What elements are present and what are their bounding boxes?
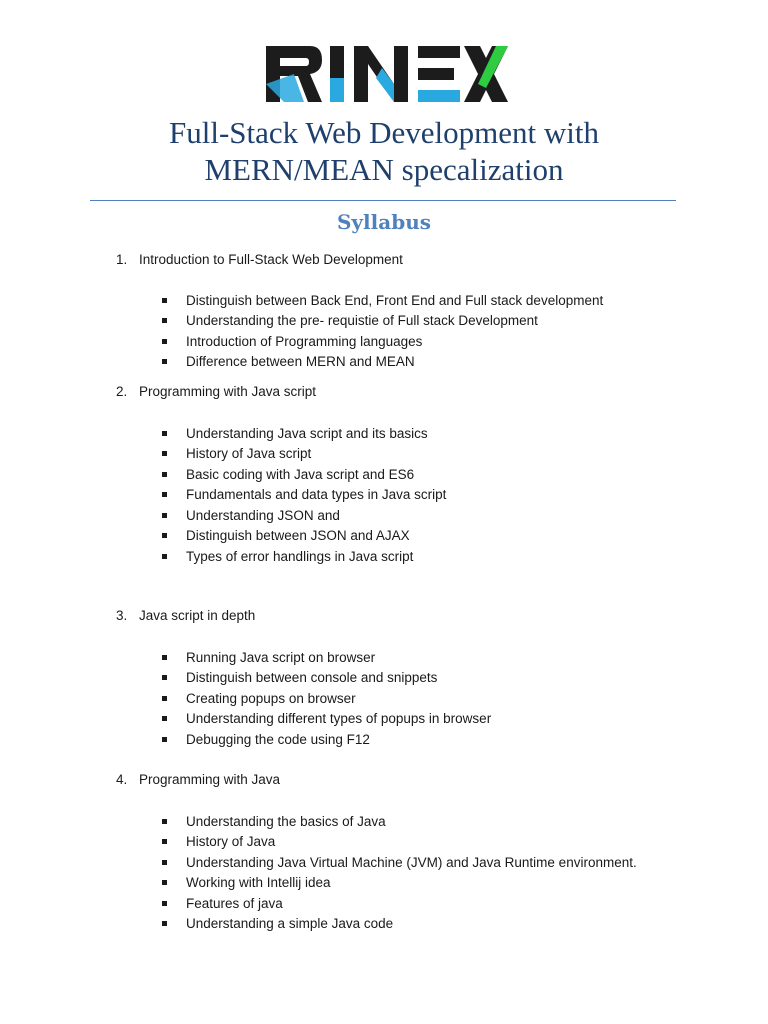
list-item-label: Difference between MERN and MEAN bbox=[186, 354, 415, 370]
list-item-label: Understanding Java script and its basics bbox=[186, 425, 428, 441]
section-number: 2. bbox=[116, 384, 128, 399]
list-item-label: Running Java script on browser bbox=[186, 649, 376, 665]
bullet-icon bbox=[162, 696, 167, 701]
document-title bbox=[0, 114, 768, 188]
syllabus-section bbox=[0, 606, 768, 770]
title-divider bbox=[90, 200, 676, 201]
bullet-icon bbox=[162, 513, 167, 518]
list-item bbox=[0, 648, 768, 669]
list-item-label: History of Java bbox=[186, 834, 276, 850]
bullet-icon bbox=[162, 839, 167, 844]
list-item-label: Understanding a simple Java code bbox=[186, 916, 394, 932]
section-number: 1. bbox=[116, 252, 128, 267]
list-item bbox=[0, 291, 768, 312]
section-heading bbox=[0, 606, 768, 626]
list-item-label: Distinguish between console and snippets bbox=[186, 670, 438, 686]
bullet-icon bbox=[162, 318, 167, 323]
list-item-label: Understanding the basics of Java bbox=[186, 813, 386, 829]
list-item bbox=[0, 730, 768, 751]
title-line: MERN/MEAN specalization bbox=[204, 152, 564, 187]
list-item-label: Understanding different types of popups in browser bbox=[186, 711, 492, 727]
bullet-icon bbox=[162, 431, 167, 436]
section-title: Programming with Java script bbox=[139, 384, 317, 399]
list-item bbox=[0, 444, 768, 465]
bullet-icon bbox=[162, 359, 167, 364]
list-item-label: Distinguish between Back End, Front End and Full stack development bbox=[186, 292, 604, 308]
section-number: 4. bbox=[116, 772, 128, 787]
section-items bbox=[0, 648, 768, 751]
bullet-icon bbox=[162, 655, 167, 660]
list-item bbox=[0, 506, 768, 527]
bullet-icon bbox=[162, 819, 167, 824]
list-item bbox=[0, 709, 768, 730]
section-number: 3. bbox=[116, 608, 128, 623]
bullet-icon bbox=[162, 298, 167, 303]
list-item bbox=[0, 332, 768, 353]
section-title: Java script in depth bbox=[139, 608, 256, 623]
list-item bbox=[0, 853, 768, 874]
syllabus-list bbox=[0, 250, 768, 940]
list-item-label: Understanding JSON and bbox=[186, 507, 340, 523]
list-item bbox=[0, 689, 768, 710]
list-item-label: Understanding Java Virtual Machine (JVM) and Java Runtime environment. bbox=[186, 854, 637, 870]
bullet-icon bbox=[162, 675, 167, 680]
list-item bbox=[0, 352, 768, 373]
list-item-label: Creating popups on browser bbox=[186, 690, 356, 706]
section-heading bbox=[0, 382, 768, 402]
bullet-icon bbox=[162, 737, 167, 742]
rinex-logo bbox=[264, 44, 508, 104]
section-title: Introduction to Full-Stack Web Development bbox=[139, 252, 403, 267]
list-item-label: Basic coding with Java script and ES6 bbox=[186, 466, 415, 482]
list-item-label: Distinguish between JSON and AJAX bbox=[186, 528, 410, 544]
list-item-label: Debugging the code using F12 bbox=[186, 731, 370, 747]
bullet-icon bbox=[162, 880, 167, 885]
list-item bbox=[0, 424, 768, 445]
bullet-icon bbox=[162, 921, 167, 926]
list-item-label: History of Java script bbox=[186, 446, 312, 462]
list-item-label: Understanding the pre- requistie of Full stack Development bbox=[186, 313, 538, 329]
list-item bbox=[0, 832, 768, 853]
list-item bbox=[0, 485, 768, 506]
section-heading bbox=[0, 250, 768, 270]
bullet-icon bbox=[162, 554, 167, 559]
list-item-label: Features of java bbox=[186, 895, 283, 911]
logo-text: RINEX bbox=[264, 44, 268, 45]
list-item bbox=[0, 914, 768, 935]
list-item-label: Introduction of Programming languages bbox=[186, 333, 423, 349]
list-item bbox=[0, 873, 768, 894]
list-item bbox=[0, 812, 768, 833]
list-item bbox=[0, 465, 768, 486]
title-line: Full-Stack Web Development with bbox=[168, 115, 599, 150]
syllabus-section bbox=[0, 250, 768, 382]
list-item bbox=[0, 526, 768, 547]
syllabus-section bbox=[0, 770, 768, 940]
bullet-icon bbox=[162, 472, 167, 477]
bullet-icon bbox=[162, 860, 167, 865]
bullet-icon bbox=[162, 339, 167, 344]
list-item bbox=[0, 311, 768, 332]
bullet-icon bbox=[162, 533, 167, 538]
list-item bbox=[0, 668, 768, 689]
bullet-icon bbox=[162, 716, 167, 721]
section-title: Programming with Java bbox=[139, 772, 281, 787]
section-items bbox=[0, 291, 768, 373]
bullet-icon bbox=[162, 492, 167, 497]
bullet-icon bbox=[162, 901, 167, 906]
section-heading bbox=[0, 770, 768, 790]
syllabus-section bbox=[0, 382, 768, 606]
list-item-label: Fundamentals and data types in Java script bbox=[186, 487, 447, 503]
list-item bbox=[0, 894, 768, 915]
section-items bbox=[0, 812, 768, 936]
list-item-label: Types of error handlings in Java script bbox=[186, 549, 414, 565]
list-item bbox=[0, 547, 768, 568]
bullet-icon bbox=[162, 451, 167, 456]
syllabus-heading: Syllabus bbox=[336, 210, 431, 234]
list-item-label: Working with Intellij idea bbox=[186, 875, 331, 891]
section-items bbox=[0, 424, 768, 568]
